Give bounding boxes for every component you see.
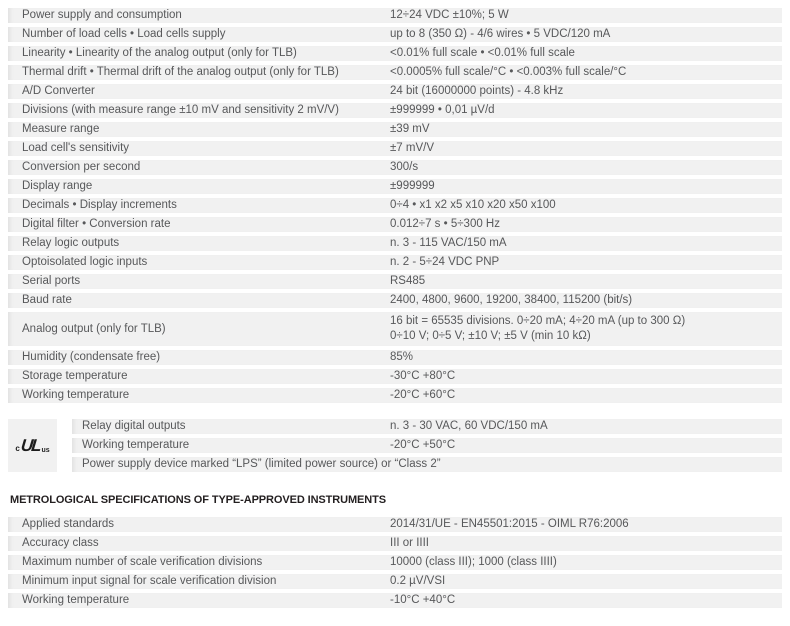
spec-row bbox=[8, 122, 782, 137]
spec-value: ±999999 bbox=[390, 180, 435, 192]
spec-value: -20°C +60°C bbox=[390, 389, 456, 401]
spec-row bbox=[8, 141, 782, 156]
ul-certified-section bbox=[8, 419, 782, 476]
spec-row bbox=[8, 555, 782, 570]
spec-label: Accuracy class bbox=[22, 537, 99, 549]
spec-value: 12÷24 VDC ±10%; 5 W bbox=[390, 9, 509, 21]
spec-row bbox=[8, 517, 782, 532]
spec-row bbox=[72, 438, 782, 453]
spec-value: III or IIII bbox=[390, 537, 429, 549]
ul-logo-us: us bbox=[41, 447, 50, 454]
spec-value: RS485 bbox=[390, 275, 426, 287]
spec-value: n. 2 - 5÷24 VDC PNP bbox=[390, 256, 500, 268]
spec-label: Relay digital outputs bbox=[82, 420, 186, 432]
spec-label: Thermal drift • Thermal drift of the analog output (only for TLB) bbox=[22, 66, 339, 78]
spec-value: n. 3 - 115 VAC/150 mA bbox=[390, 237, 507, 249]
spec-row bbox=[8, 160, 782, 175]
spec-label: Analog output (only for TLB) bbox=[22, 322, 166, 335]
spec-row bbox=[8, 236, 782, 251]
spec-row bbox=[8, 217, 782, 232]
spec-row bbox=[8, 65, 782, 80]
spec-value-line2: 0÷10 V; 0÷5 V; ±10 V; ±5 V (min 10 kΩ) bbox=[390, 330, 591, 342]
spec-label: Maximum number of scale verification divisions bbox=[22, 556, 263, 568]
spec-value: ±7 mV/V bbox=[390, 142, 435, 154]
spec-label: Storage temperature bbox=[22, 370, 128, 382]
spec-value: -10°C +40°C bbox=[390, 594, 456, 606]
spec-value: ±999999 • 0,01 µV/d bbox=[390, 104, 495, 116]
spec-row-note bbox=[72, 457, 782, 472]
ul-power-supply-note: Power supply device marked “LPS” (limited power source) or “Class 2” bbox=[82, 458, 441, 470]
ul-spec-rows bbox=[72, 419, 782, 476]
spec-value-line1: 16 bit = 65535 divisions. 0÷20 mA; 4÷20 mA (up to 300 Ω) bbox=[390, 315, 686, 327]
spec-row bbox=[8, 8, 782, 23]
spec-row-analog-output bbox=[8, 312, 782, 346]
ul-logo-mark: UL bbox=[19, 436, 41, 455]
spec-label: Minimum input signal for scale verification division bbox=[22, 575, 277, 587]
spec-label: Optoisolated logic inputs bbox=[22, 256, 148, 268]
spec-row bbox=[8, 593, 782, 608]
spec-row bbox=[8, 27, 782, 42]
spec-label: Working temperature bbox=[22, 389, 130, 401]
spec-label: Serial ports bbox=[22, 275, 81, 287]
spec-value bbox=[390, 314, 782, 344]
spec-label: Linearity • Linearity of the analog output (only for TLB) bbox=[22, 47, 297, 59]
spec-label: Divisions (with measure range ±10 mV and sensitivity 2 mV/V) bbox=[22, 104, 339, 116]
spec-row bbox=[8, 388, 782, 403]
spec-row bbox=[8, 84, 782, 99]
spec-value: 0.012÷7 s • 5÷300 Hz bbox=[390, 218, 500, 230]
spec-value: -30°C +80°C bbox=[390, 370, 456, 382]
spec-label: Humidity (condensate free) bbox=[22, 351, 161, 363]
spec-row bbox=[8, 536, 782, 551]
spec-value: 2014/31/UE - EN45501:2015 - OIML R76:2006 bbox=[390, 518, 629, 530]
spec-label: Decimals • Display increments bbox=[22, 199, 177, 211]
spec-value: up to 8 (350 Ω) - 4/6 wires • 5 VDC/120 mA bbox=[390, 28, 611, 40]
spec-value: 24 bit (16000000 points) - 4.8 kHz bbox=[390, 85, 564, 97]
general-specs-table bbox=[8, 8, 782, 403]
spec-row bbox=[8, 293, 782, 308]
spec-label: Conversion per second bbox=[22, 161, 141, 173]
spec-row bbox=[8, 350, 782, 365]
spec-value: 85% bbox=[390, 351, 414, 363]
spec-label: Number of load cells • Load cells supply bbox=[22, 28, 226, 40]
spec-row bbox=[8, 198, 782, 213]
spec-row bbox=[72, 419, 782, 434]
spec-row bbox=[8, 255, 782, 270]
spec-value: n. 3 - 30 VAC, 60 VDC/150 mA bbox=[390, 420, 548, 432]
spec-row bbox=[8, 103, 782, 118]
spec-value: 300/s bbox=[390, 161, 419, 173]
spec-row bbox=[8, 179, 782, 194]
spec-label: A/D Converter bbox=[22, 85, 95, 97]
spec-label: Baud rate bbox=[22, 294, 72, 306]
spec-value: <0.0005% full scale/°C • <0.003% full scale/°C bbox=[390, 66, 627, 78]
ul-logo-c: c bbox=[15, 444, 20, 453]
spec-row bbox=[8, 369, 782, 384]
spec-value: ±39 mV bbox=[390, 123, 430, 135]
spec-value: 0÷4 • x1 x2 x5 x10 x20 x50 x100 bbox=[390, 199, 556, 211]
cul-us-certification-icon bbox=[8, 419, 57, 472]
metrological-section-title: METROLOGICAL SPECIFICATIONS OF TYPE-APPROVED INSTRUMENTS bbox=[10, 494, 386, 506]
spec-label: Working temperature bbox=[82, 439, 190, 451]
spec-row bbox=[8, 274, 782, 289]
spec-label: Display range bbox=[22, 180, 93, 192]
spec-value: 0.2 µV/VSI bbox=[390, 575, 446, 587]
spec-value: <0.01% full scale • <0.01% full scale bbox=[390, 47, 575, 59]
spec-row bbox=[8, 46, 782, 61]
metrological-specs-table bbox=[8, 517, 782, 608]
spec-label: Digital filter • Conversion rate bbox=[22, 218, 171, 230]
spec-label: Applied standards bbox=[22, 518, 115, 530]
spec-value: -20°C +50°C bbox=[390, 439, 456, 451]
spec-value: 10000 (class III); 1000 (class IIII) bbox=[390, 556, 557, 568]
spec-value: 2400, 4800, 9600, 19200, 38400, 115200 (bit/s) bbox=[390, 294, 633, 306]
spec-row bbox=[8, 574, 782, 589]
spec-label: Relay logic outputs bbox=[22, 237, 120, 249]
spec-label: Load cell's sensitivity bbox=[22, 142, 130, 154]
spec-label: Working temperature bbox=[22, 594, 130, 606]
spec-label: Measure range bbox=[22, 123, 100, 135]
spec-label: Power supply and consumption bbox=[22, 9, 182, 21]
